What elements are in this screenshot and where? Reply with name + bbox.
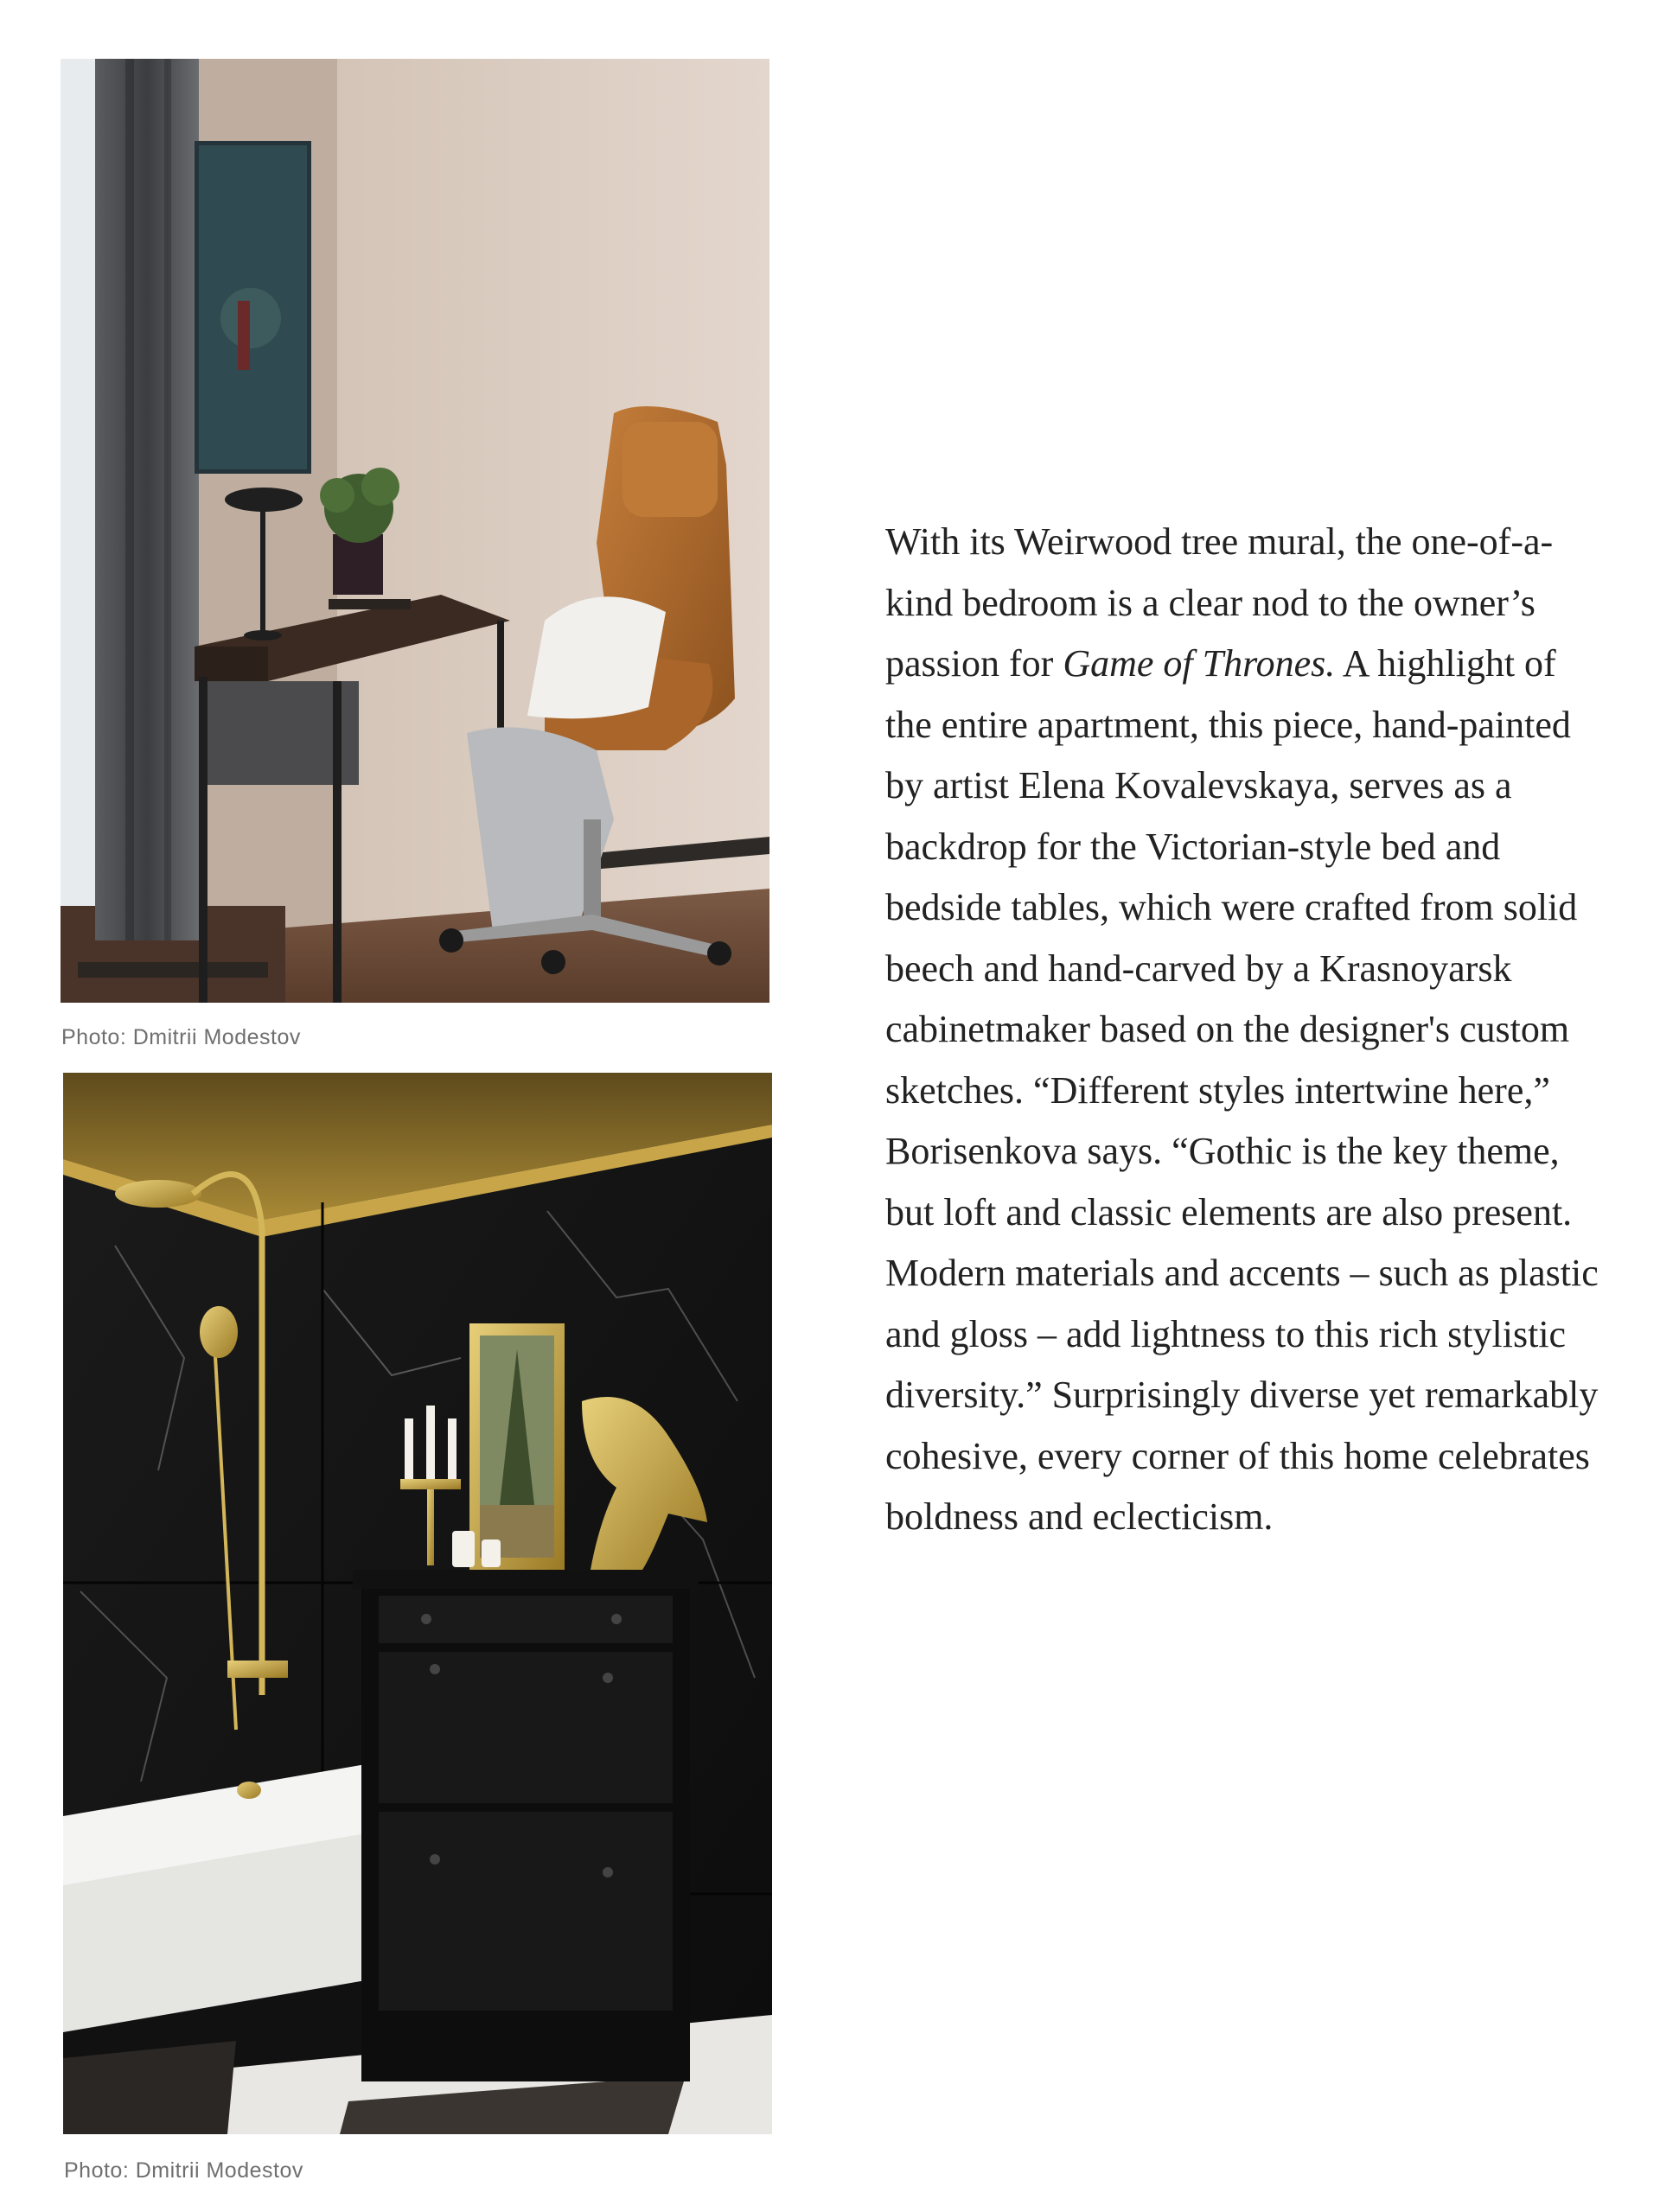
article-text-part: With its Weirwood tree mural, the one-of-a-kind bedroom is a clear nod to the owner’s passion for — [885, 520, 1554, 685]
study-corner-photo — [61, 59, 769, 1003]
article-paragraph — [885, 512, 1603, 1548]
photo-credit-caption: Photo: Dmitrii Modestov — [64, 2158, 303, 2183]
bathroom-image — [63, 1073, 772, 2134]
bathroom-photo — [63, 1073, 772, 2134]
study-corner-image — [61, 59, 769, 1003]
show-title: Game of Thrones. — [1063, 642, 1336, 685]
article-text-part: A highlight of the entire apartment, this piece, hand-painted by artist Elena Kovalevskaya, serves as a backdrop for the Victorian-style bed and bedside tables, which were crafted from solid beech and hand-carved by a Krasnoyarsk cabinetmaker based on the designer's custom sketches. “Different styles intertwine here,” Borisenkova says. “Gothic is the key theme, but loft and classic elements are also present. Modern materials and accents – such as plastic and gloss – add lightness to this rich stylistic diversity.” Surprisingly diverse yet remarkably cohesive, every corner of this home celebrates boldness and eclecticism. — [885, 642, 1599, 1538]
photo-credit-caption: Photo: Dmitrii Modestov — [61, 1025, 301, 1049]
